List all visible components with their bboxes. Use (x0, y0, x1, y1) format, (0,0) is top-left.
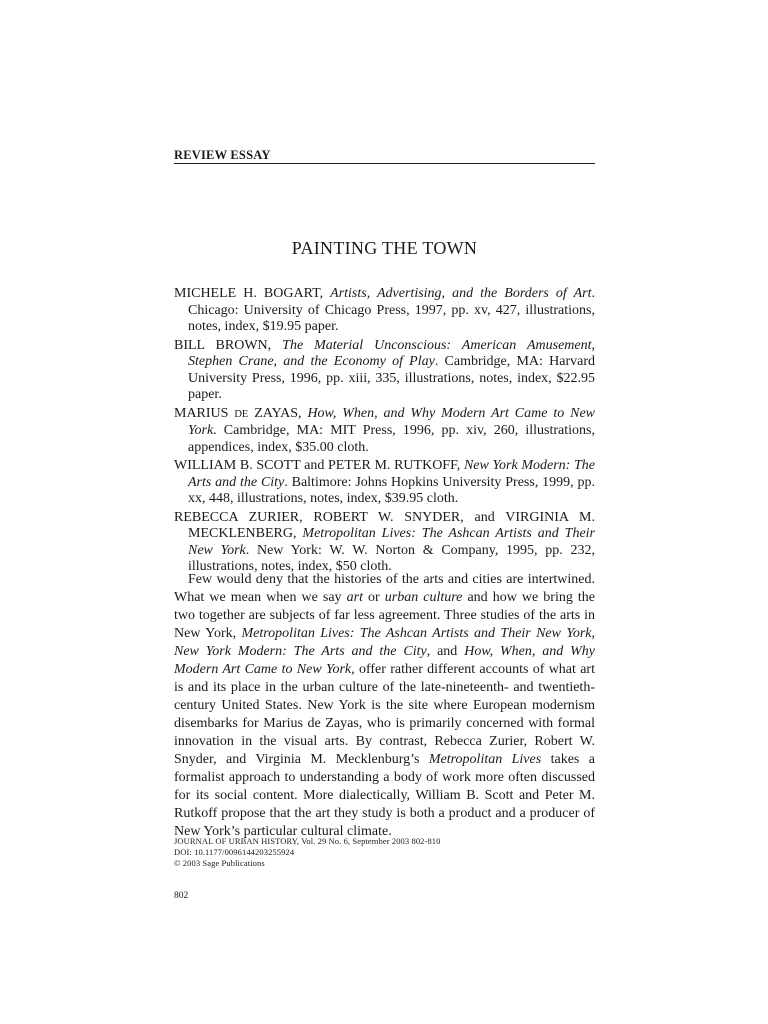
book-reference (174, 510, 595, 576)
body-italic-run: urban culture (384, 590, 463, 605)
body-text-run: , offer rather different accounts of what art is and its place in the urban culture of the late-nineteenth- and twentieth-century United States. New York is the site where European modernism disembarks for Marius de Zayas, who is primarily concerned with formal innovation in the visual arts. By contrast, Rebecca Zurier, Robert W. Snyder, and Virginia M. Mecklenburg’s (174, 662, 595, 767)
body-text-run: takes a formalist approach to understanding a body of work more often discussed for its social content. More dialectically, William B. Scott and Peter M. Rutkoff propose that the art they study is both a product and a producer of New York’s particular cultural climate. (174, 752, 595, 839)
reference-details: . Cambridge, MA: MIT Press, 1996, pp. xiv, 260, illustrations, appendices, index, $35.00 cloth. (188, 423, 595, 455)
reference-details: . Cambridge, MA: Harvard University Press, 1996, pp. xiii, 335, illustrations, notes, index, $22.95 paper. (188, 354, 595, 402)
body-italic-run: art (346, 590, 363, 605)
reference-details: . New York: W. W. Norton & Company, 1995, pp. 232, illustrations, notes, index, $50 cloth. (188, 542, 595, 574)
body-italic-run: Metropolitan Lives (428, 752, 542, 767)
reference-author-first: MARIUS (174, 405, 229, 421)
essay-title: PAINTING THE TOWN (291, 238, 478, 258)
section-label: REVIEW ESSAY (174, 148, 271, 162)
reference-title: The Material Unconscious: American Amusement, Stephen Crane, and the Economy of Play (188, 337, 595, 369)
reference-author: REBECCA ZURIER, ROBERT W. SNYDER, and VIRGINIA M. MECKLENBERG, (174, 509, 595, 541)
book-reference (174, 286, 595, 336)
book-reference (174, 458, 595, 508)
doi-line: DOI: 10.1177/0096144203255924 (174, 847, 295, 857)
body-italic-run: New York Modern: The Arts and the City (174, 644, 427, 659)
reference-details: . Baltimore: Johns Hopkins University Press, 1999, pp. xx, 448, illustrations, notes, index, $39.95 cloth. (188, 474, 595, 506)
reviewed-books-list (174, 286, 595, 578)
journal-citation: JOURNAL OF URBAN HISTORY, Vol. 29 No. 6, September 2003 802-810 (174, 836, 441, 846)
reference-title: How, When, and Why Modern Art Came to New York (188, 405, 595, 438)
book-reference (174, 406, 595, 457)
reference-title: Artists, Advertising, and the Borders of Art (330, 286, 592, 301)
reference-details: . Chicago: University of Chicago Press, 1997, pp. xv, 427, illustrations, notes, index, $19.95 paper. (188, 286, 595, 334)
body-italic-run: How, When, and Why Modern Art Came to New York (174, 644, 596, 677)
body-text-run: or (362, 590, 385, 605)
reference-author: BILL BROWN, (174, 337, 272, 353)
body-italic-run: Metropolitan Lives: The Ashcan Artists and Their New York (241, 626, 592, 641)
reference-title: Metropolitan Lives: The Ashcan Artists and Their New York (188, 526, 595, 558)
reference-title: New York Modern: The Arts and the City (188, 458, 595, 490)
book-reference (174, 338, 595, 404)
copyright-line: © 2003 Sage Publications (174, 858, 265, 868)
body-text-run: and how we bring the two together are subjects of far less agreement. Three studies of the arts in New York, (174, 590, 595, 641)
reference-author: WILLIAM B. SCOTT and PETER M. RUTKOFF, (174, 458, 461, 473)
body-paragraph (174, 571, 595, 841)
header-rule (174, 163, 595, 164)
page-number: 802 (174, 891, 189, 901)
body-text-run: , (591, 626, 595, 641)
reference-author: MICHELE H. BOGART, (174, 286, 324, 301)
body-text-run: , and (426, 644, 465, 659)
reference-author-particle: DE (234, 408, 249, 420)
reference-author-last: ZAYAS, (254, 405, 302, 421)
body-text-run: Few would deny that the histories of the arts and cities are intertwined. What we mean when we say (174, 572, 595, 605)
publication-footer (174, 836, 441, 869)
